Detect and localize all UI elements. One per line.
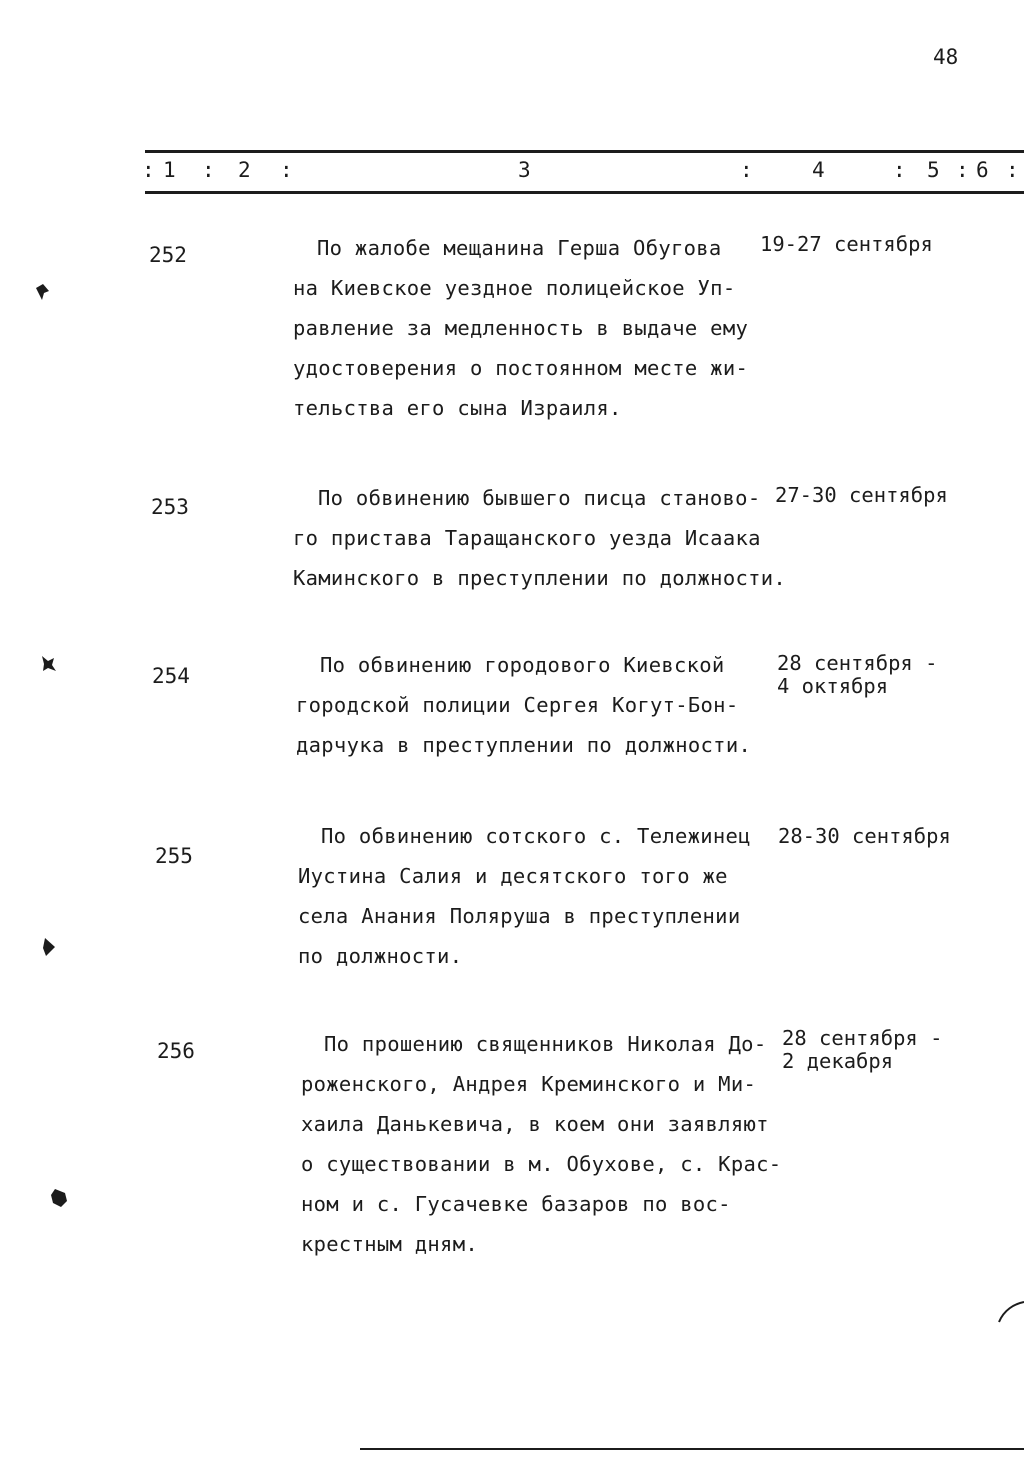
entry-date bbox=[760, 233, 933, 256]
binding-hole-icon bbox=[51, 1189, 63, 1201]
text-line: По обвинению бывшего писца становo- bbox=[318, 486, 761, 510]
binding-hole-icon bbox=[43, 938, 55, 950]
column-6-header: 6 bbox=[976, 158, 989, 182]
date-line: 28-30 сентября bbox=[778, 824, 951, 848]
text-line: городской полиции Сергея Когут-Бон- bbox=[296, 693, 739, 717]
text-line: тельства его сына Израиля. bbox=[293, 396, 622, 420]
text-line: роженского, Андрея Креминского и Ми- bbox=[301, 1072, 757, 1096]
date-line: 4 октября bbox=[777, 674, 889, 698]
page-number: 48 bbox=[933, 45, 959, 69]
header-separator: : bbox=[956, 158, 969, 182]
text-line: равление за медленность в выдаче ему bbox=[293, 316, 749, 340]
entry-date bbox=[782, 1027, 942, 1073]
text-line: о существовании в м. Обухове, с. Крас- bbox=[301, 1152, 782, 1176]
date-line: 27-30 сентября bbox=[775, 483, 948, 507]
text-line: села Анания Поляруша в преступлении bbox=[298, 904, 741, 928]
text-line: го пристава Таращанского уезда Исаака bbox=[293, 526, 761, 550]
text-line: дарчука в преступлении по должности. bbox=[296, 733, 752, 757]
entry-description bbox=[301, 1024, 781, 1264]
binding-hole-icon bbox=[40, 656, 52, 668]
text-line: крестным дням. bbox=[301, 1232, 478, 1256]
header-separator: : bbox=[280, 158, 293, 182]
column-4-header: 4 bbox=[812, 158, 825, 182]
margin-scribble-icon bbox=[996, 1300, 1024, 1334]
header-separator: : bbox=[202, 158, 215, 182]
date-line: 19-27 сентября bbox=[760, 232, 933, 256]
date-line: 28 сентября - bbox=[777, 651, 938, 675]
text-line: удостоверения о постоянном месте жи- bbox=[293, 356, 749, 380]
date-line: 28 сентября - bbox=[782, 1026, 943, 1050]
header-separator: : bbox=[740, 158, 753, 182]
text-line: По прошению священников Николая До- bbox=[324, 1032, 767, 1056]
entry-date bbox=[775, 484, 948, 507]
column-1-header: 1 bbox=[163, 158, 176, 182]
column-3-header: 3 bbox=[518, 158, 531, 182]
text-line: хаила Данькевича, в коем они заявляют bbox=[301, 1112, 769, 1136]
entry-number: 254 bbox=[152, 664, 190, 688]
table-header-row bbox=[130, 158, 1024, 190]
text-line: По обвинению сотского с. Тележинец bbox=[321, 824, 751, 848]
column-2-header: 2 bbox=[238, 158, 251, 182]
text-line: ном и с. Гусачевке базаров по вос- bbox=[301, 1192, 731, 1216]
text-line: По жалобе мещанина Герша Обугова bbox=[317, 236, 722, 260]
entry-number: 255 bbox=[155, 844, 193, 868]
header-rule-top bbox=[145, 150, 1024, 153]
binding-hole-icon bbox=[36, 284, 48, 296]
date-line: 2 декабря bbox=[782, 1049, 894, 1073]
entry-description bbox=[298, 816, 751, 976]
footer-rule bbox=[360, 1448, 1024, 1450]
text-line: на Киевское уездное полицейское Уп- bbox=[293, 276, 736, 300]
header-separator: : bbox=[893, 158, 906, 182]
entry-description bbox=[293, 478, 786, 598]
header-separator: : bbox=[1006, 158, 1019, 182]
header-separator: : bbox=[142, 158, 155, 182]
entry-date bbox=[777, 652, 937, 698]
header-rule-bottom bbox=[145, 191, 1024, 194]
entry-number: 252 bbox=[149, 243, 187, 267]
text-line: Каминского в преступлении по должности. bbox=[293, 566, 787, 590]
entry-number: 256 bbox=[157, 1039, 195, 1063]
text-line: Иустина Салия и десятского того же bbox=[298, 864, 728, 888]
entry-description bbox=[296, 645, 751, 765]
entry-date bbox=[778, 825, 951, 848]
text-line: По обвинению городового Киевской bbox=[320, 653, 725, 677]
column-5-header: 5 bbox=[927, 158, 940, 182]
entry-number: 253 bbox=[151, 495, 189, 519]
text-line: по должности. bbox=[298, 944, 463, 968]
entry-description bbox=[293, 228, 748, 428]
